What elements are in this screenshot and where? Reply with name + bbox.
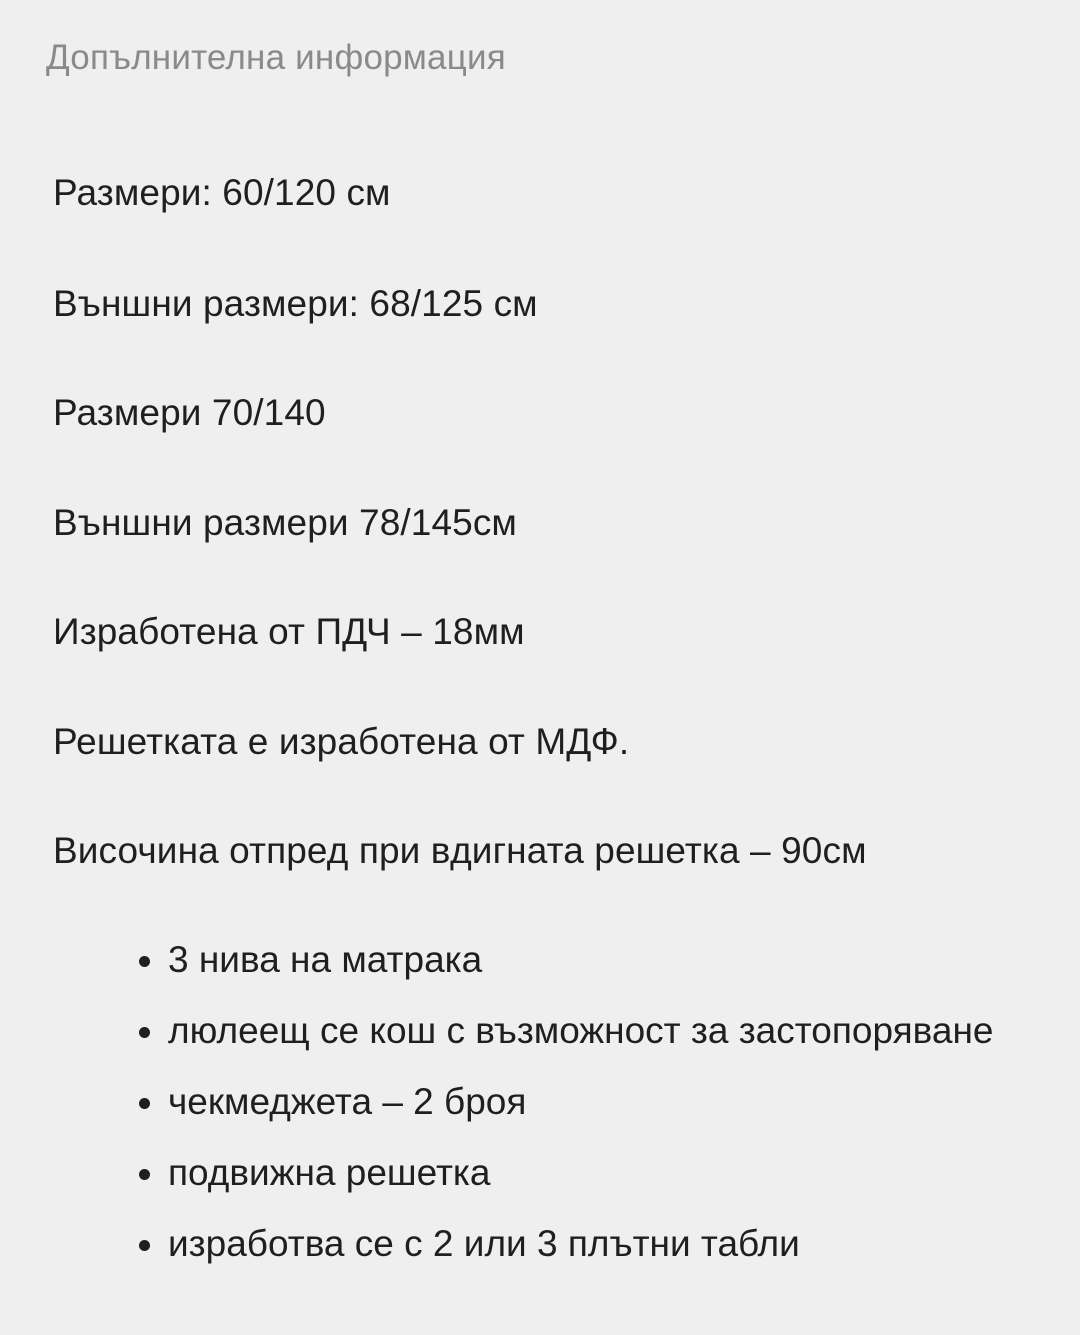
- bullet-icon: [139, 956, 150, 967]
- feature-text: люлеещ се кош с възможност за застопоряване: [168, 1010, 994, 1051]
- list-item: [168, 1150, 490, 1196]
- feature-text: 3 нива на матрака: [168, 939, 483, 980]
- bullet-icon: [139, 1098, 150, 1109]
- feature-text: изработва се с 2 или 3 плътни табли: [168, 1223, 800, 1264]
- detail-outer-dimensions-large: Външни размери 78/145см: [53, 502, 517, 543]
- bullet-icon: [139, 1027, 150, 1038]
- detail-dimensions: Размери: 60/120 см: [53, 172, 391, 213]
- list-item: [168, 1221, 800, 1267]
- feature-text: чекмеджета – 2 броя: [168, 1081, 527, 1122]
- detail-grille-material: Решетката е изработена от МДФ.: [53, 721, 630, 762]
- bullet-icon: [139, 1240, 150, 1251]
- section-title: Допълнителна информация: [46, 38, 506, 77]
- detail-front-height: Височина отпред при вдигната решетка – 90см: [53, 830, 867, 871]
- detail-outer-dimensions: Външни размери: 68/125 см: [53, 283, 538, 324]
- feature-text: подвижна решетка: [168, 1152, 491, 1193]
- list-item: [168, 1008, 994, 1054]
- detail-material: Изработена от ПДЧ – 18мм: [53, 611, 525, 652]
- bullet-icon: [139, 1169, 150, 1180]
- detail-dimensions-large: Размери 70/140: [53, 392, 326, 433]
- list-item: [168, 1079, 526, 1125]
- list-item: [168, 937, 482, 983]
